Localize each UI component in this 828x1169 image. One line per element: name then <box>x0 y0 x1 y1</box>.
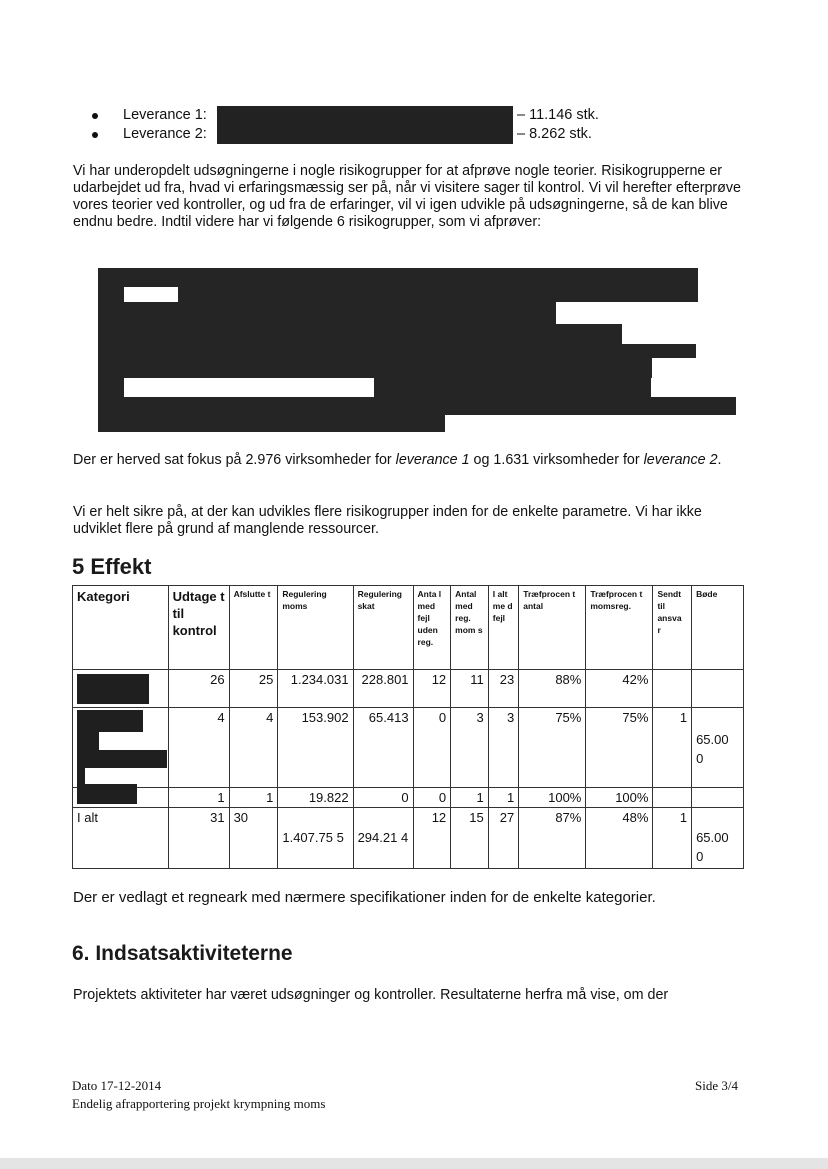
kategori-cell-redacted <box>73 670 169 708</box>
table-cell: 75% <box>586 708 653 788</box>
table-row <box>73 788 744 808</box>
table-cell: 3 <box>451 708 489 788</box>
paragraph-regneark: Der er vedlagt et regneark med nærmere specifikationer inden for de enkelte kategorier. <box>73 889 656 906</box>
table-cell: 15 <box>451 808 489 869</box>
redaction-block <box>98 358 652 378</box>
footer-subtitle: Endelig afrapportering projekt krympning moms <box>72 1096 326 1111</box>
redaction-block <box>77 732 99 750</box>
table-row <box>73 708 744 788</box>
header-udtaget: Udtage t til kontrol <box>168 586 229 670</box>
leverance-label: Leverance 1: <box>123 107 207 123</box>
table-cell: 48% <box>586 808 653 869</box>
redaction-block <box>77 784 137 804</box>
table-cell: 0 <box>413 708 451 788</box>
redaction-block <box>98 344 696 358</box>
table-cell: 1.234.031 <box>278 670 353 708</box>
redaction-block <box>217 125 513 144</box>
redaction-block <box>178 286 698 302</box>
redaction-block <box>374 378 651 398</box>
table-cell: 1.407.75 5 <box>278 808 353 869</box>
table-cell: 228.801 <box>353 670 413 708</box>
table-cell <box>692 788 744 808</box>
table-cell <box>653 788 692 808</box>
footer-date: Dato 17-12-2014 <box>72 1078 162 1093</box>
table-cell: 87% <box>519 808 586 869</box>
table-cell: 4 <box>168 708 229 788</box>
paragraph-fokus: Der er herved sat fokus på 2.976 virksomheder for leverance 1 og 1.631 virksomheder for leverance 2. <box>73 452 722 468</box>
section-heading-effekt: 5 Effekt <box>72 554 152 579</box>
leverance-label: Leverance 2: <box>123 126 207 142</box>
table-row <box>73 670 744 708</box>
header-afsluttet: Afslutte t <box>229 586 278 670</box>
header-regulering-skat: Regulering skat <box>353 586 413 670</box>
table-cell: 3 <box>488 708 519 788</box>
paragraph-flere-risikogrupper: Vi er helt sikre på, at der kan udvikles flere risikogrupper inden for de enkelte parametre. Vi har ikke udviklet flere på grund af manglende ressourcer. <box>73 504 702 537</box>
table-cell: 100% <box>586 788 653 808</box>
table-cell: 65.00 0 <box>692 808 744 869</box>
section-heading-indsats: 6. Indsatsaktiviteterne <box>72 942 293 965</box>
table-cell: 1 <box>488 788 519 808</box>
table-cell: 65.413 <box>353 708 413 788</box>
table-cell: 42% <box>586 670 653 708</box>
redaction-block <box>98 268 698 287</box>
kategori-cell-redacted <box>73 788 169 808</box>
table-cell: 65.00 0 <box>692 708 744 788</box>
header-kategori: Kategori <box>73 586 169 670</box>
paragraph-aktiviteter: Projektets aktiviteter har været udsøgninger og kontroller. Resultaterne herfra må vise, om der <box>73 987 669 1003</box>
table-cell: 30 <box>229 808 278 869</box>
table-cell: 88% <box>519 670 586 708</box>
table-cell: 23 <box>488 670 519 708</box>
header-antal-med-reg: Antal med reg. mom s <box>451 586 489 670</box>
table-cell: 1 <box>168 788 229 808</box>
table-cell: 26 <box>168 670 229 708</box>
table-cell: 31 <box>168 808 229 869</box>
redaction-block <box>77 674 149 704</box>
redaction-block <box>77 710 143 732</box>
header-regulering-moms: Regulering moms <box>278 586 353 670</box>
table-total-row <box>73 808 744 869</box>
table-cell: 12 <box>413 808 451 869</box>
table-cell: 1 <box>229 788 278 808</box>
redaction-block <box>77 768 85 784</box>
table-cell: 0 <box>353 788 413 808</box>
redaction-block <box>98 324 622 344</box>
redaction-block <box>217 106 513 125</box>
bullet-icon <box>92 132 98 138</box>
header-boede: Bøde <box>692 586 744 670</box>
leverance-value: – 8.262 stk. <box>517 126 592 142</box>
table-cell: 11 <box>451 670 489 708</box>
table-cell: 1 <box>653 708 692 788</box>
table-cell: 4 <box>229 708 278 788</box>
header-antal-fejl-uden-reg: Anta l med fejl uden reg. <box>413 586 451 670</box>
bullet-icon <box>92 113 98 119</box>
footer-left <box>72 1077 325 1113</box>
redaction-block <box>98 378 124 398</box>
table-cell <box>692 670 744 708</box>
table-cell: 25 <box>229 670 278 708</box>
effekt-table <box>72 585 744 869</box>
table-cell: 0 <box>413 788 451 808</box>
header-sendt-ansvar: Sendt til ansva r <box>653 586 692 670</box>
footer-page-number: Side 3/4 <box>695 1078 738 1093</box>
header-i-alt-fejl: I alt me d fejl <box>488 586 519 670</box>
scan-edge <box>0 1158 828 1169</box>
paragraph-risikogrupper: Vi har underopdelt udsøgningerne i nogle risikogrupper for at afprøve nogle teorier. Risikogrupperne er udarbejdet ud fra, hvad vi erfaringsmæssig ser på, når vi visitere sager til kontrol. Vi vil herefter efterprøve vores teorier ved kontroller, og ud fra de erfaringer, vil vi igen udvikle på udsøgningerne, så de kan blive endnu bedre. Indtil videre har vi følgende 6 risikogrupper, som vi afprøver: <box>73 163 742 230</box>
table-cell: 1 <box>653 808 692 869</box>
table-cell: 19.822 <box>278 788 353 808</box>
leverance-value: – 11.146 stk. <box>517 107 599 123</box>
table-cell <box>653 670 692 708</box>
table-cell: 1 <box>451 788 489 808</box>
total-label: I alt <box>73 808 169 869</box>
redaction-block <box>98 414 445 432</box>
table-cell: 12 <box>413 670 451 708</box>
table-cell: 75% <box>519 708 586 788</box>
table-cell: 153.902 <box>278 708 353 788</box>
header-traef-momsreg: Træfprocen t momsreg. <box>586 586 653 670</box>
redaction-block <box>98 302 556 324</box>
table-cell: 294.21 4 <box>353 808 413 869</box>
table-header-row <box>73 586 744 670</box>
redaction-block <box>98 397 736 415</box>
redaction-block <box>98 286 124 302</box>
redaction-block <box>77 750 167 768</box>
header-traef-antal: Træfprocen t antal <box>519 586 586 670</box>
table-cell: 27 <box>488 808 519 869</box>
kategori-cell-redacted <box>73 708 169 788</box>
table-cell: 100% <box>519 788 586 808</box>
